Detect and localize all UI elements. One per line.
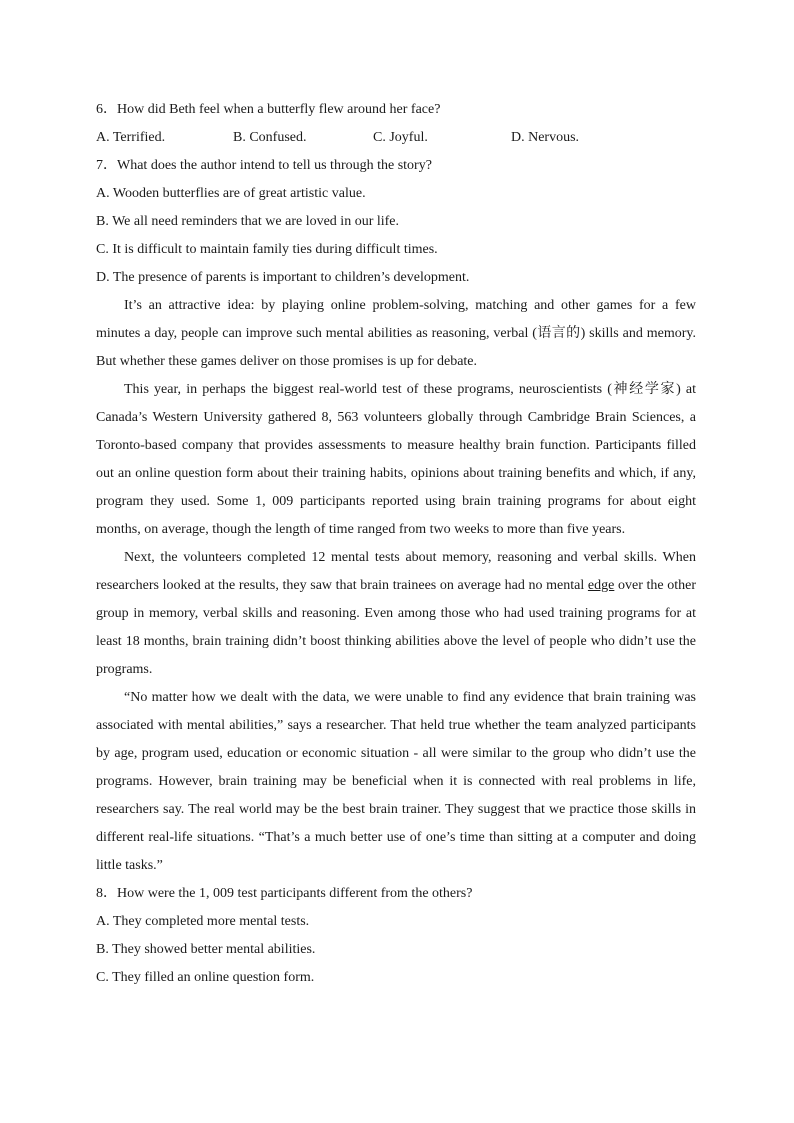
question-6-options <box>96 124 696 152</box>
q7-option-a: A. Wooden butterflies are of great artistic value. <box>96 186 366 201</box>
q7-option-c: C. It is difficult to maintain family ties during difficult times. <box>96 242 438 257</box>
q7-option-b: B. We all need reminders that we are loved in our life. <box>96 214 400 229</box>
underlined-word-edge: edge <box>587 578 615 593</box>
question-8: 8．How were the 1, 009 test participants different from the others? <box>96 886 473 901</box>
p3-text-after: over the other group in memory, verbal skills and reasoning. Even among those who had used training programs for at least 18 months, brain training didn’t boost thinking abilities above the level of people who didn’t use the programs. <box>96 578 697 677</box>
passage-paragraph-1: It’s an attractive idea: by playing online problem-solving, matching and other games for a few minutes a day, people can improve such mental abilities as reasoning, verbal (语言的) skills and memory. But whether these games deliver on those promises is up for debate. <box>96 298 696 369</box>
q8-option-c: C. They filled an online question form. <box>96 970 315 985</box>
passage-paragraph-2: This year, in perhaps the biggest real-world test of these programs, neuroscientists (神经学家) at Canada’s Western University gathered 8, 563 volunteers globally through Cambridge Brain Sciences, a Toronto-based company that provides assessments to measure healthy brain function. Participants filled out an online question form about their training habits, opinions about training benefits and which, if any, program they used. Some 1, 009 participants reported using brain training programs for about eight months, on average, though the length of time ranged from two weeks to more than five years. <box>96 382 696 537</box>
question-7: 7．What does the author intend to tell us through the story? <box>96 158 432 173</box>
q8-option-b: B. They showed better mental abilities. <box>96 942 316 957</box>
q8-option-a: A. They completed more mental tests. <box>96 914 310 929</box>
document-page <box>96 96 696 992</box>
q6-option-d: D. Nervous. <box>511 130 580 145</box>
question-6: 6．How did Beth feel when a butterfly flew around her face? <box>96 102 441 117</box>
p3-text-before: Next, the volunteers completed 12 mental tests about memory, reasoning and verbal skills. When researchers looked at the results, they saw that brain trainees on average had no mental <box>96 550 696 593</box>
q6-option-c: C. Joyful. <box>373 130 428 145</box>
q6-option-b: B. Confused. <box>233 130 307 145</box>
q7-option-d: D. The presence of parents is important to children’s development. <box>96 270 470 285</box>
passage-paragraph-3 <box>96 544 696 684</box>
q6-option-a: A. Terrified. <box>96 130 166 145</box>
passage-paragraph-4: “No matter how we dealt with the data, we were unable to find any evidence that brain training was associated with mental abilities,” says a researcher. That held true whether the team analyzed participants by age, program used, education or economic situation - all were similar to the group who didn’t use the programs. However, brain training may be beneficial when it is connected with real problems in life, researchers say. The real world may be the best brain trainer. They suggest that we practice those skills in different real-life situations. “That’s a much better use of one’s time than sitting at a computer and doing little tasks.” <box>96 690 696 873</box>
